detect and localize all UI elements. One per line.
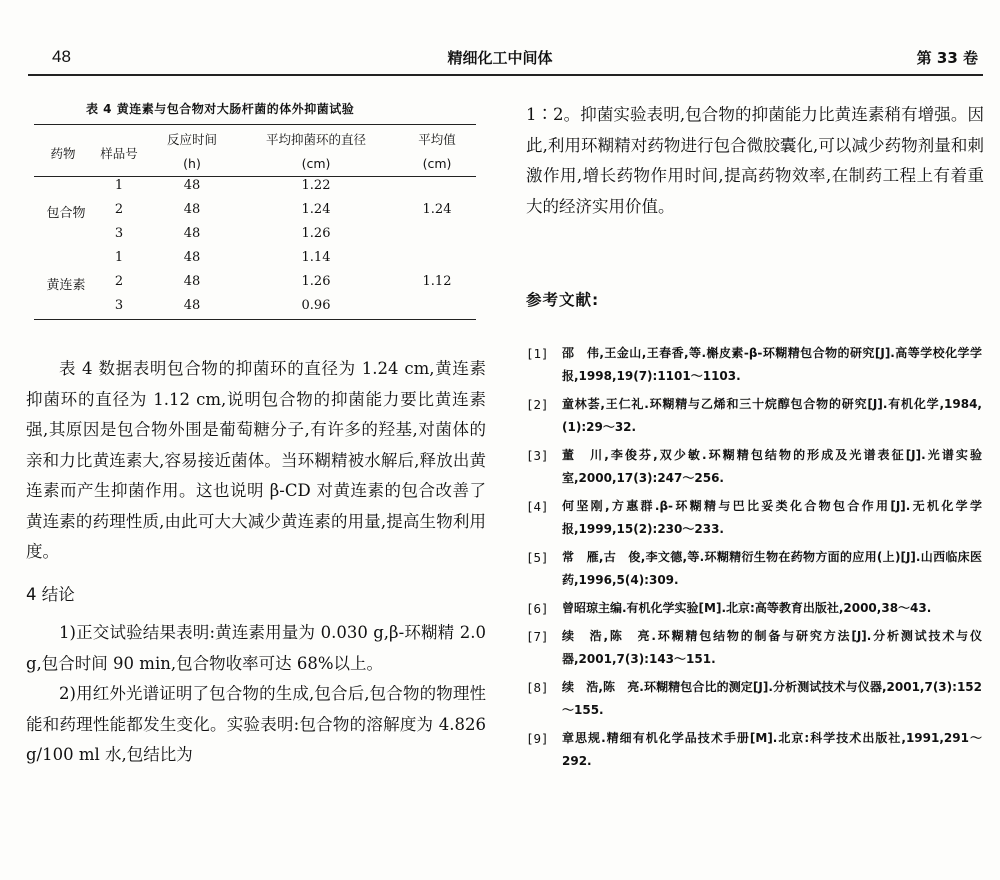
reference-text: 童林荟,王仁礼.环糊精与乙烯和三十烷醇包合物的研究[J].有机化学,1984,(1):29～32. xyxy=(562,397,982,434)
group-drug: 包合物 xyxy=(46,206,86,221)
data-table xyxy=(34,124,476,320)
reference-number: [7] xyxy=(526,629,549,644)
row-sample: 2 xyxy=(114,274,124,289)
row-sample: 2 xyxy=(114,202,124,217)
section-heading: 4 结论 xyxy=(26,584,75,604)
reference-item xyxy=(526,546,982,592)
reference-number: [6] xyxy=(526,601,549,616)
reference-text: 续 浩,陈 亮.环糊精包合比的测定[J].分析测试技术与仪器,2001,7(3):152～155. xyxy=(562,680,982,717)
header-time-unit: (h) xyxy=(183,156,201,171)
left-column xyxy=(26,354,486,771)
row-time: 48 xyxy=(183,298,201,313)
reference-item xyxy=(526,393,982,439)
reference-text: 常 雁,古 俊,李文德,等.环糊精衍生物在药物方面的应用(上)[J].山西临床医药,1996,5(4):309. xyxy=(562,550,982,587)
header-rule xyxy=(28,74,983,76)
header-mean: 平均值 xyxy=(418,132,456,147)
reference-item xyxy=(526,495,982,541)
row-diameter: 1.14 xyxy=(301,250,331,265)
reference-text: 何坚刚,方惠群.β-环糊精与巴比妥类化合物包合作用[J].无机化学学报,1999,15(2):230～233. xyxy=(562,499,982,536)
reference-number: [5] xyxy=(526,550,549,565)
group-mean: 1.12 xyxy=(422,274,452,289)
table-bottom-rule xyxy=(34,319,476,320)
header-mean-unit: (cm) xyxy=(422,156,452,171)
row-diameter: 1.26 xyxy=(301,226,331,241)
row-sample: 3 xyxy=(114,226,124,241)
reference-item xyxy=(526,676,982,722)
reference-number: [3] xyxy=(526,448,549,463)
reference-item xyxy=(526,625,982,671)
page-header xyxy=(0,0,1000,80)
row-sample: 3 xyxy=(114,298,124,313)
table-caption: 表 4 黄连素与包合物对大肠杆菌的体外抑菌试验 xyxy=(86,102,355,116)
reference-item xyxy=(526,444,982,490)
table-header-rule xyxy=(34,176,476,177)
reference-item xyxy=(526,727,982,773)
page-number: 48 xyxy=(52,47,71,66)
group-drug: 黄连素 xyxy=(46,278,86,293)
reference-number: [1] xyxy=(526,346,549,361)
reference-list xyxy=(526,342,982,778)
references-heading: 参考文献: xyxy=(526,291,600,309)
right-column xyxy=(526,100,984,222)
row-sample: 1 xyxy=(114,178,124,193)
journal-title: 精细化工中间体 xyxy=(447,49,553,67)
row-diameter: 1.24 xyxy=(301,202,331,217)
reference-number: [2] xyxy=(526,397,549,412)
reference-text: 董 川,李俊芬,双少敏.环糊精包结物的形成及光谱表征[J].光谱实验室,2000,17(3):247～256. xyxy=(562,448,982,485)
row-diameter: 1.26 xyxy=(301,274,331,289)
body-paragraph: 2)用红外光谱证明了包合物的生成,包合后,包合物的物理性能和药理性能都发生变化。实验表明:包合物的溶解度为 4.826 g/100 ml 水,包结比为 xyxy=(26,684,486,764)
table-top-rule xyxy=(34,124,476,125)
reference-text: 邵 伟,王金山,王春香,等.槲皮素-β-环糊精包合物的研究[J].高等学校化学学报,1998,19(7):1101～1103. xyxy=(562,346,982,383)
row-time: 48 xyxy=(183,202,201,217)
row-sample: 1 xyxy=(114,250,124,265)
header-diameter: 平均抑菌环的直径 xyxy=(265,132,366,147)
row-time: 48 xyxy=(183,274,201,289)
row-time: 48 xyxy=(183,226,201,241)
body-paragraph: 1)正交试验结果表明:黄连素用量为 0.030 g,β-环糊精 2.0 g,包合时间 90 min,包合物收率可达 68%以上。 xyxy=(26,623,486,673)
header-drug: 药物 xyxy=(50,146,76,161)
header-time: 反应时间 xyxy=(166,132,217,147)
group-mean: 1.24 xyxy=(422,202,452,217)
row-diameter: 0.96 xyxy=(301,298,331,313)
body-paragraph: 表 4 数据表明包合物的抑菌环的直径为 1.24 cm,黄连素抑菌环的直径为 1.12 cm,说明包合物的抑菌能力要比黄连素强,其原因是包合物外围是葡萄糖分子,有许多的羟基,对菌体的亲和力比黄连素大,容易接近菌体。当环糊精被水解后,释放出黄连素而产生抑菌作用。这也说明 β-CD 对黄连素的包合改善了黄连素的药理性质,由此可大大减少黄连素的用量,提高生物利用度。 xyxy=(26,359,486,561)
reference-number: [4] xyxy=(526,499,549,514)
reference-text: 章思规.精细有机化学品技术手册[M].北京:科学技术出版社,1991,291～292. xyxy=(562,731,982,768)
reference-number: [8] xyxy=(526,680,549,695)
reference-item xyxy=(526,597,982,620)
reference-item xyxy=(526,342,982,388)
header-diameter-unit: (cm) xyxy=(301,156,331,171)
row-time: 48 xyxy=(183,178,201,193)
row-time: 48 xyxy=(183,250,201,265)
reference-number: [9] xyxy=(526,731,549,746)
reference-text: 曾昭琼主编.有机化学实验[M].北京:高等教育出版社,2000,38～43. xyxy=(562,601,932,615)
reference-text: 续 浩,陈 亮.环糊精包结物的制备与研究方法[J].分析测试技术与仪器,2001,7(3):143～151. xyxy=(562,629,982,666)
body-paragraph: 1∶2。抑菌实验表明,包合物的抑菌能力比黄连素稍有增强。因此,利用环糊精对药物进行包合微胶囊化,可以减少药物剂量和刺激作用,增长药物作用时间,提高药物效率,在制药工程上有着重大的经济实用价值。 xyxy=(526,105,984,216)
row-diameter: 1.22 xyxy=(301,178,331,193)
header-sample: 样品号 xyxy=(100,146,138,161)
volume-label: 第 33 卷 xyxy=(916,49,978,67)
